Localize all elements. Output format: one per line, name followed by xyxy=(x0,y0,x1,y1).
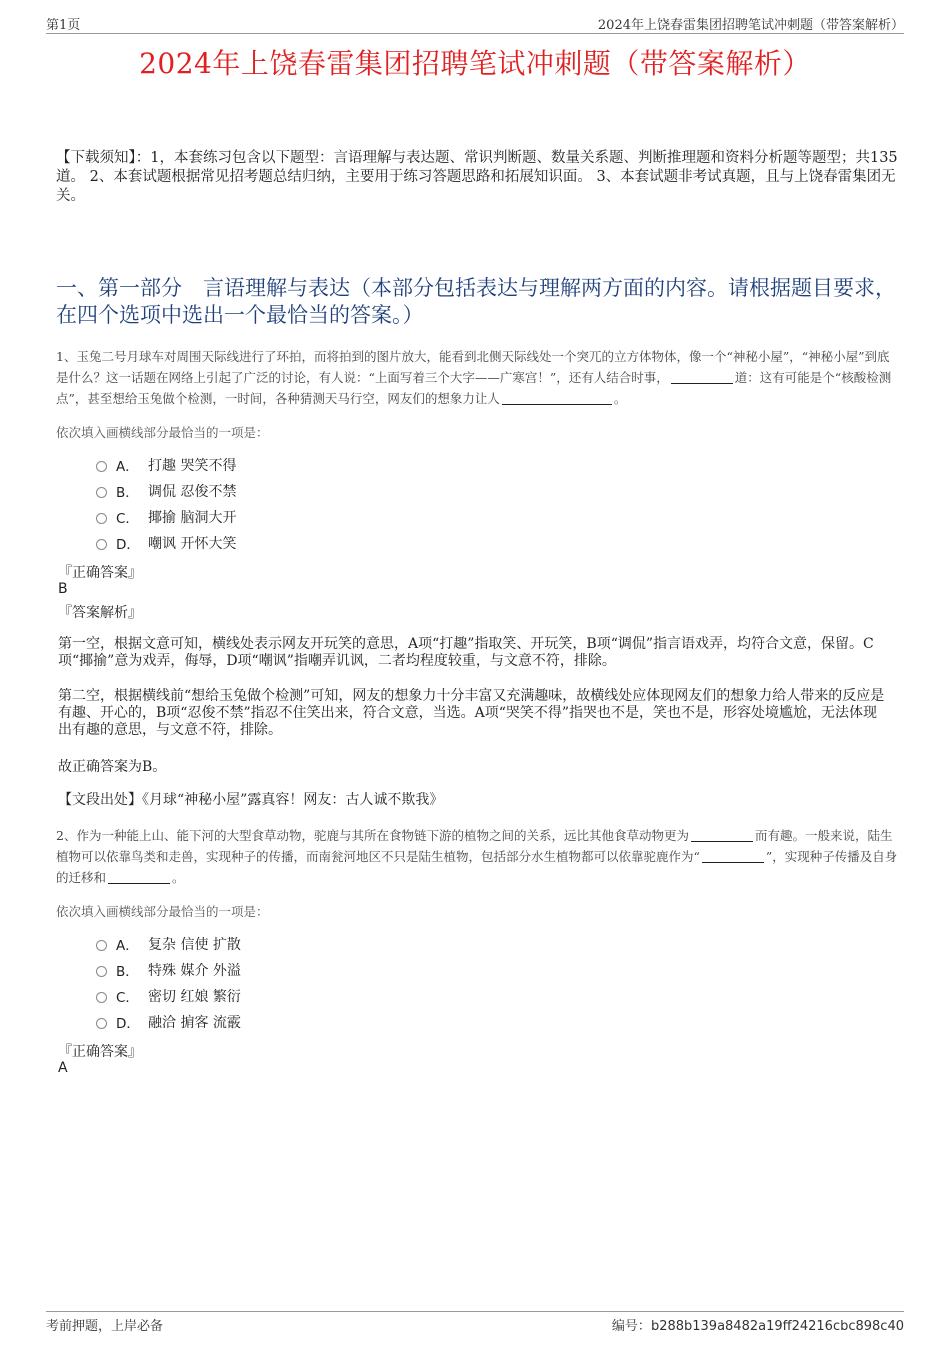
answer-value: B xyxy=(58,581,68,597)
blank-line xyxy=(671,369,733,384)
question-2-options xyxy=(96,931,241,1035)
radio-icon[interactable] xyxy=(96,992,107,1003)
question-1-prompt: 依次填入画横线部分最恰当的一项是： xyxy=(56,425,269,440)
analysis-paragraph: 第一空，根据文意可知，横线处表示网友开玩笑的意思，A项“打趣”指取笑、开玩笑，B项“调侃”指言语戏弄，均符合文意，保留。C项“揶揄”意为戏弄，侮辱，D项“嘲讽”指嘲弄讥讽，二者均程度较重，与文意不符，排除。 xyxy=(58,636,874,669)
answer-label: 『正确答案』 xyxy=(58,1044,142,1060)
radio-icon[interactable] xyxy=(96,1018,107,1029)
option-a[interactable]: A． 打趣 哭笑不得 xyxy=(96,452,236,478)
option-c[interactable]: C． 揶揄 脑洞大开 xyxy=(96,504,236,530)
question-2-prompt: 依次填入画横线部分最恰当的一项是： xyxy=(56,904,269,919)
analysis-source: 【文段出处】《月球“神秘小屋”露真容！网友：古人诚不欺我》 xyxy=(58,792,444,808)
radio-icon[interactable] xyxy=(96,487,107,498)
answer-label: 『正确答案』 xyxy=(58,565,142,581)
section-title: 一、第一部分 言语理解与表达（本部分包括表达与理解两方面的内容。请根据题目要求，在四个选项中选出一个最恰当的答案。） xyxy=(56,276,896,327)
option-b[interactable]: B． 调侃 忍俊不禁 xyxy=(96,478,236,504)
footer-code: 编号：b288b139a8482a19ff24216cbc898c40 xyxy=(611,1319,904,1334)
page-header xyxy=(46,14,904,34)
footer-slogan: 考前押题，上岸必备 xyxy=(46,1319,164,1334)
analysis-conclusion: 故正确答案为B。 xyxy=(58,759,167,775)
radio-icon[interactable] xyxy=(96,966,107,977)
option-d[interactable]: D． 融洽 掮客 流霰 xyxy=(96,1009,241,1035)
analysis-label: 『答案解析』 xyxy=(58,605,142,621)
option-b[interactable]: B． 特殊 媒介 外溢 xyxy=(96,957,241,983)
document-title: 2024年上饶春雷集团招聘笔试冲刺题（带答案解析） xyxy=(139,47,811,80)
option-a[interactable]: A． 复杂 信使 扩散 xyxy=(96,931,241,957)
question-1-text: 1、玉兔二号月球车对周围天际线进行了环拍，而将拍到的图片放大，能看到北侧天际线处一个突兀的立方体物体，像一个“神秘小屋”，“神秘小屋”到底是什么？这一话题在网络上引起了广泛的讨论，有人说：“上面写着三个大字——广寒宫！”，还有人结合时事， 道：这有可能是个“核酸检测点”，甚至想给玉兔做个检测，一时间，各种猜测天马行空，网友们的想象力让人 。 xyxy=(56,349,892,406)
option-c[interactable]: C． 密切 红娘 繁衍 xyxy=(96,983,241,1009)
blank-line xyxy=(691,827,753,842)
blank-line xyxy=(502,390,612,405)
answer-value: A xyxy=(58,1060,68,1076)
download-notice: 【下载须知】：1，本套练习包含以下题型：言语理解与表达题、常识判断题、数量关系题、判断推理题和资料分析题等题型；共135道。 2、本套试题根据常见招考题总结归纳，主要用于练习答题思路和拓展知识面。 3、本套试题非考试真题，且与上饶春雷集团无关。 xyxy=(56,150,898,204)
radio-icon[interactable] xyxy=(96,461,107,472)
option-d[interactable]: D． 嘲讽 开怀大笑 xyxy=(96,530,236,556)
question-2-text: 2、作为一种能上山、能下河的大型食草动物，驼鹿与其所在食物链下游的植物之间的关系，远比其他食草动物更为 而有趣。一般来说，陆生植物可以依靠鸟类和走兽，实现种子的传播，而南瓮河地区不只是陆生植物，包括部分水生植物都可以依靠驼鹿作为“ ”，实现种子传播及自身的迁移和 。 xyxy=(56,828,898,885)
radio-icon[interactable] xyxy=(96,513,107,524)
radio-icon[interactable] xyxy=(96,940,107,951)
page-number: 第1页 xyxy=(46,18,81,33)
analysis-paragraph: 第二空，根据横线前“想给玉兔做个检测”可知，网友的想象力十分丰富又充满趣味，故横线处应体现网友们的想象力给人带来的反应是有趣、开心的，B项“忍俊不禁”指忍不住笑出来，符合文意，当选。A项“哭笑不得”指哭也不是，笑也不是，形容处境尴尬，无法体现出有趣的意思，与文意不符，排除。 xyxy=(58,688,885,738)
header-doc-title: 2024年上饶春雷集团招聘笔试冲刺题（带答案解析） xyxy=(597,18,904,33)
page-footer xyxy=(46,1311,904,1335)
radio-icon[interactable] xyxy=(96,539,107,550)
blank-line xyxy=(108,869,170,884)
question-1-options xyxy=(96,452,236,556)
blank-line xyxy=(702,848,764,863)
